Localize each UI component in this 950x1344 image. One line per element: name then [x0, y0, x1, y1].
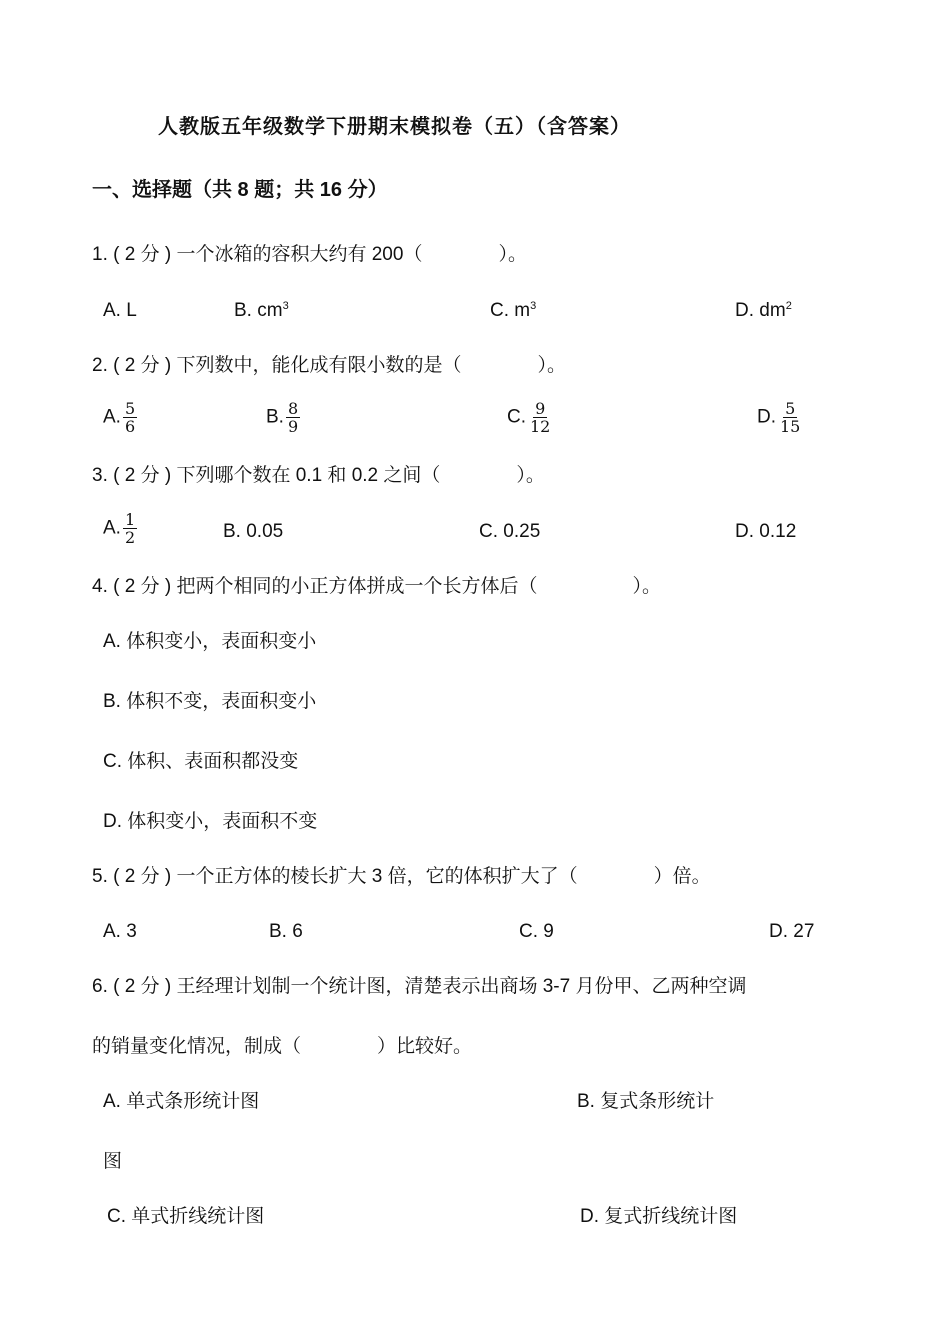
question-4-option-c: C. 体积、表面积都没变 [103, 751, 299, 772]
question-1-option-d: D. $dm^2$ [735, 300, 792, 321]
question-1-option-a: A. L [103, 300, 137, 321]
question-3-option-d: D. 0.12 [735, 521, 797, 542]
fraction: $\frac{8}{9}$ [287, 399, 299, 436]
question-2-option-b: B. $\frac{8}{9}$ [266, 399, 299, 436]
fraction: $\frac{9}{12}$ [530, 399, 551, 436]
question-1-option-c: C. $m^3$ [490, 300, 537, 321]
question-6-text-line-1: 6. ( 2 分 ) 王经理计划制一个统计图，清楚表示出商场 3-7 月份甲、乙两种空调 [92, 976, 747, 997]
question-2-option-a: A. $\frac{5}{6}$ [103, 399, 136, 436]
question-2-option-d: D. $\frac{5}{15}$ [757, 399, 801, 436]
fraction: $\frac{5}{15}$ [780, 399, 801, 436]
question-5-option-c: C. 9 [519, 921, 554, 942]
page-title: 人教版五年级数学下册期末模拟卷（五）（含答案） [158, 116, 631, 138]
question-4-option-b: B. 体积不变，表面积变小 [103, 691, 317, 712]
question-5-text: 5. ( 2 分 ) 一个正方体的棱长扩大 3 倍，它的体积扩大了（ ）倍。 [92, 866, 711, 887]
section-heading-choice: 一、选择题（共 8 题；共 16 分） [92, 179, 388, 201]
question-6-option-a: A. 单式条形统计图 [103, 1091, 260, 1112]
question-3-option-c: C. 0.25 [479, 521, 541, 542]
question-5-option-a: A. 3 [103, 921, 137, 942]
question-1-text: 1. ( 2 分 ) 一个冰箱的容积大约有 200（ ）。 [92, 244, 527, 265]
question-3-option-b: B. 0.05 [223, 521, 284, 542]
question-2-option-c: C. $\frac{9}{12}$ [507, 399, 551, 436]
question-5-option-b: B. 6 [269, 921, 303, 942]
question-6-option-c: C. 单式折线统计图 [107, 1206, 265, 1227]
fraction: $\frac{1}{2}$ [124, 510, 136, 547]
question-3-option-a: A. $\frac{1}{2}$ [103, 510, 136, 547]
question-6-option-b-wrap: 图 [103, 1151, 123, 1172]
question-3-text: 3. ( 2 分 ) 下列哪个数在 0.1 和 0.2 之间（ ）。 [92, 465, 545, 486]
question-2-text: 2. ( 2 分 ) 下列数中，能化成有限小数的是（ ）。 [92, 355, 566, 376]
question-6-option-d: D. 复式折线统计图 [580, 1206, 738, 1227]
question-6-option-b: B. 复式条形统计 [577, 1091, 715, 1112]
question-4-option-d: D. 体积变小，表面积不变 [103, 811, 318, 832]
question-1-option-b: B. $cm^3$ [234, 300, 289, 321]
question-5-option-d: D. 27 [769, 921, 815, 942]
question-6-text-line-2: 的销量变化情况，制成（ ）比较好。 [92, 1036, 473, 1057]
question-4-option-a: A. 体积变小，表面积变小 [103, 631, 317, 652]
fraction: $\frac{5}{6}$ [124, 399, 136, 436]
question-4-text: 4. ( 2 分 ) 把两个相同的小正方体拼成一个长方体后（ ）。 [92, 576, 661, 597]
